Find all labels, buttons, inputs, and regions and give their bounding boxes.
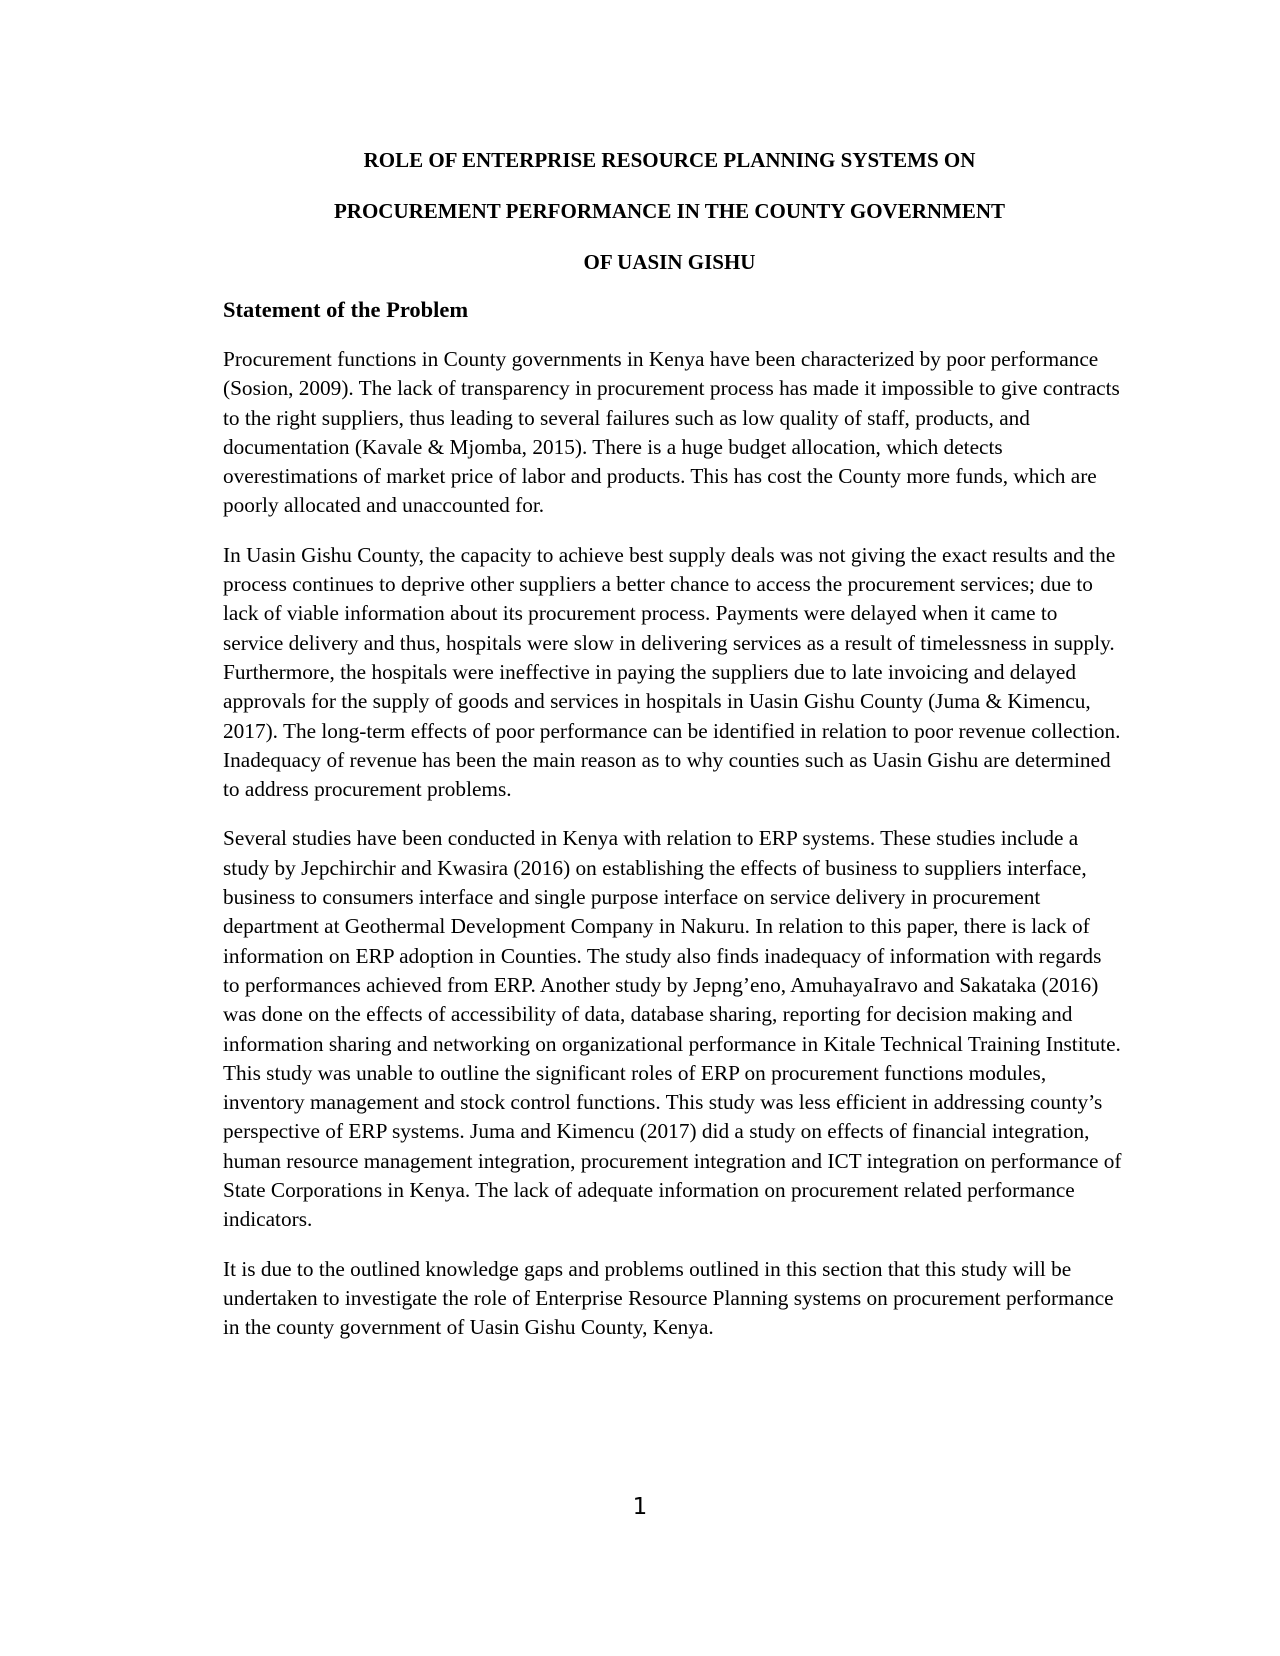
paragraph-3: Several studies have been conducted in Kenya with relation to ERP systems. These studies include a study by Jepchirchir and Kwasira (2016) on establishing the effects of business to suppliers interface, business to consumers interface and single purpose interface on service delivery in procurement department at Geothermal Development Company in Nakuru. In relation to this paper, there is lack of information on ERP adoption in Counties. The study also finds inadequacy of information with regards to performances achieved from ERP. Another study by Jepng’eno, AmuhayaIravo and Sakataka (2016) was done on the effects of accessibility of data, database sharing, reporting for decision making and information sharing and networking on organizational performance in Kitale Technical Training Institute. This study was unable to outline the significant roles of ERP on procurement functions modules, inventory management and stock control functions. This study was less efficient in addressing county’s perspective of ERP systems. Juma and Kimencu (2017) did a study on effects of financial integration, human resource management integration, procurement integration and ICT integration on performance of State Corporations in Kenya. The lack of adequate information on procurement related performance indicators. <box>223 826 1122 1232</box>
page-number: 1 <box>632 1494 648 1520</box>
paragraph-4: It is due to the outlined knowledge gaps and problems outlined in this section that this study will be undertaken to investigate the role of Enterprise Resource Planning systems on procurement performance in the county government of Uasin Gishu County, Kenya. <box>223 1256 1114 1340</box>
title-line-3: OF UASIN GISHU <box>583 250 756 274</box>
paragraph-1: Procurement functions in County governments in Kenya have been characterized by poor performance (Sosion, 2009). The lack of transparency in procurement process has made it impossible to give contracts to the right suppliers, thus leading to several failures such as low quality of staff, products, and documentation (Kavale & Mjomba, 2015). There is a huge budget allocation, which detects overestimations of market price of labor and products. This has cost the County more funds, which are poorly allocated and unaccounted for. <box>223 347 1120 518</box>
document-body <box>223 295 1123 1363</box>
document-title <box>223 140 1116 293</box>
title-line-1: ROLE OF ENTERPRISE RESOURCE PLANNING SYSTEMS ON <box>363 148 976 172</box>
title-line-2: PROCUREMENT PERFORMANCE IN THE COUNTY GOVERNMENT <box>333 199 1006 223</box>
paragraph-2: In Uasin Gishu County, the capacity to achieve best supply deals was not giving the exact results and the process continues to deprive other suppliers a better chance to access the procurement services; due to lack of viable information about its procurement process. Payments were delayed when it came to service delivery and thus, hospitals were slow in delivering services as a result of timelessness in supply. Furthermore, the hospitals were ineffective in paying the suppliers due to late invoicing and delayed approvals for the supply of goods and services in hospitals in Uasin Gishu County (Juma & Kimencu, 2017). The long-term effects of poor performance can be identified in relation to poor revenue collection. Inadequacy of revenue has been the main reason as to why counties such as Uasin Gishu are determined to address procurement problems. <box>223 542 1121 802</box>
section-heading: Statement of the Problem <box>223 297 469 322</box>
